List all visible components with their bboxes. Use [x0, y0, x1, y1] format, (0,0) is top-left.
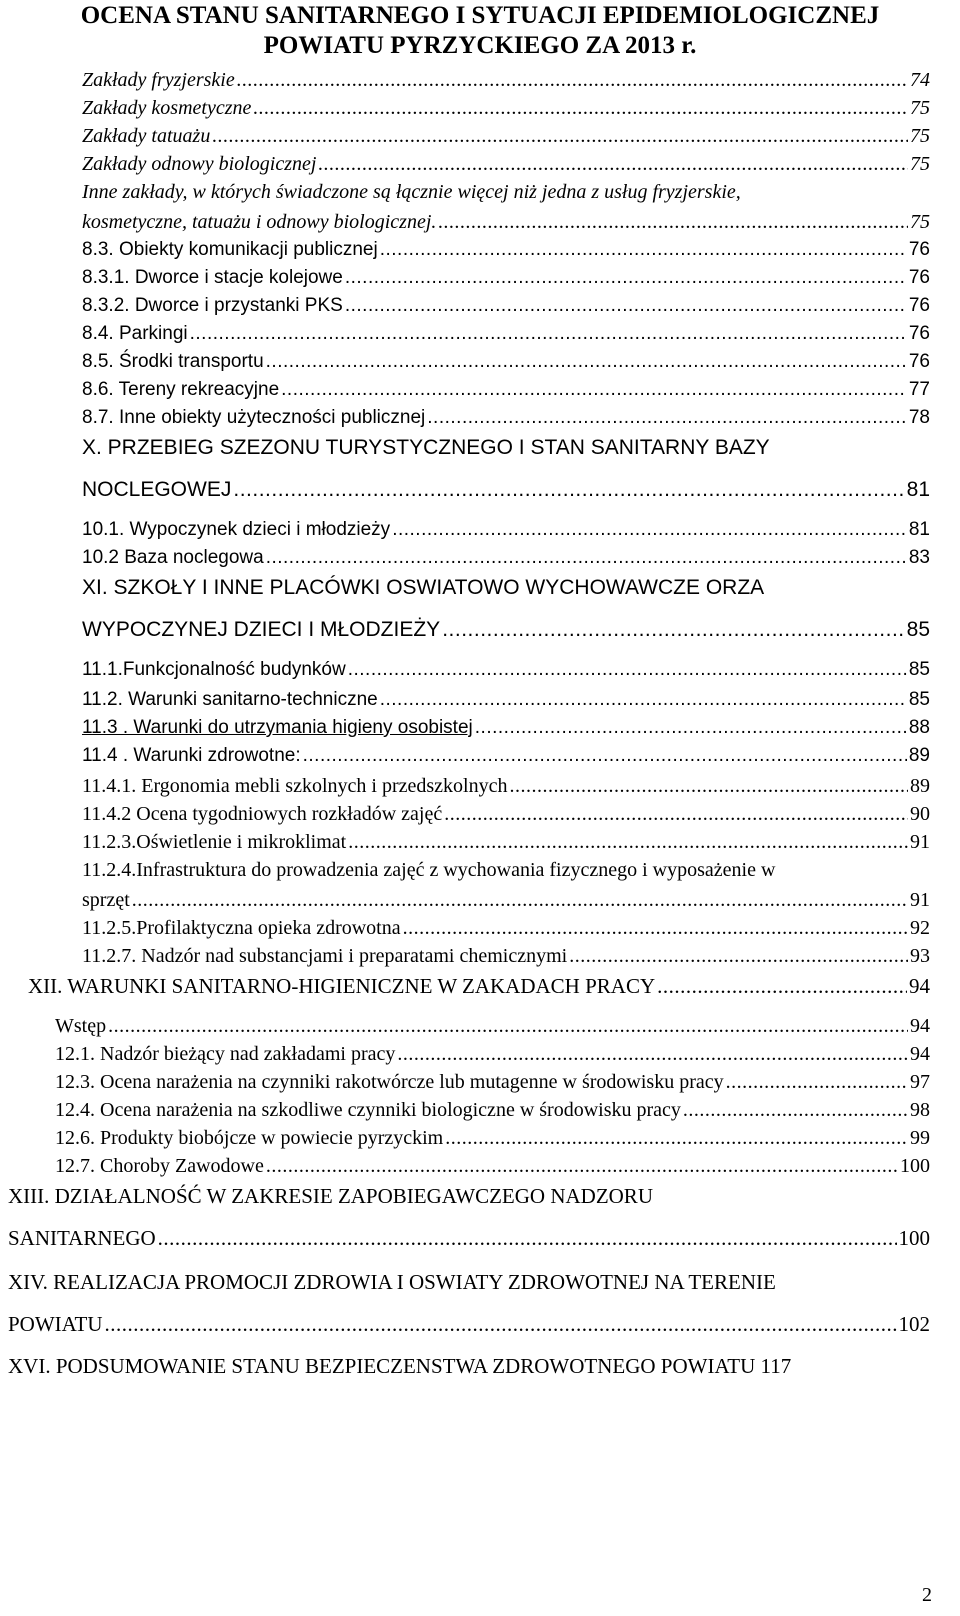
- dot-leader: [444, 802, 908, 826]
- toc-entry[interactable]: [82, 478, 930, 502]
- toc-entry-text: Zakłady tatuażu: [82, 125, 211, 147]
- toc-entry-text: 8.4. Parkingi: [82, 323, 188, 344]
- toc-entry[interactable]: [8, 1312, 930, 1336]
- toc-entry-page: 100: [900, 1155, 930, 1177]
- toc-entry[interactable]: [55, 1042, 930, 1066]
- toc-section-heading[interactable]: XIV. REALIZACJA PROMOCJI ZDROWIA I OSWIATY ZDROWOTNEJ NA TERENIE: [8, 1270, 776, 1294]
- toc-entry-page: 89: [910, 775, 930, 797]
- toc-entry-text: 8.3.1. Dworce i stacje kolejowe: [82, 267, 343, 288]
- dot-leader: [266, 546, 907, 570]
- dot-leader: [569, 944, 908, 968]
- toc-entry-page: 100: [898, 1226, 930, 1250]
- toc-entry[interactable]: [82, 350, 930, 374]
- toc-entry-text: 12.1. Nadzór bieżący nad zakładami pracy: [55, 1043, 396, 1065]
- toc-entry-text: 8.5. Środki transportu: [82, 351, 264, 372]
- toc-entry-page: 94: [910, 1015, 930, 1037]
- dot-leader: [427, 406, 907, 430]
- toc-entry-text: Wstęp: [55, 1015, 107, 1037]
- toc-entry[interactable]: [82, 944, 930, 968]
- toc-entry-page: 91: [910, 831, 930, 853]
- toc-entry-page: 94: [909, 974, 930, 998]
- toc-entry-page: 83: [908, 547, 930, 568]
- document-title-line2: POWIATU PYRZYCKIEGO ZA 2013 r.: [263, 32, 697, 59]
- dot-leader: [403, 916, 908, 940]
- toc-entry-text: 11.2.7. Nadzór nad substancjami i preparatami chemicznymi: [82, 945, 568, 967]
- toc-entry-text: NOCLEGOWEJ: [82, 478, 232, 501]
- toc-entry[interactable]: [82, 774, 930, 798]
- toc-entry-page: 75: [910, 97, 930, 119]
- dot-leader: [190, 322, 907, 346]
- toc-entry[interactable]: [55, 1014, 930, 1038]
- toc-entry-text[interactable]: 11.2.4.Infrastruktura do prowadzenia zajęć z wychowania fizycznego i wyposażenie w: [82, 859, 776, 881]
- toc-entry-page: 76: [908, 351, 930, 372]
- toc-entry-page: 81: [908, 519, 930, 540]
- dot-leader: [237, 68, 908, 92]
- toc-entry[interactable]: [55, 1126, 930, 1150]
- dot-leader: [438, 210, 908, 234]
- toc-entry-page: 76: [908, 239, 930, 260]
- toc-entry-page: 78: [908, 407, 930, 428]
- toc-entry-text: Zakłady odnowy biologicznej: [82, 153, 317, 175]
- toc-entry-page: 97: [910, 1071, 930, 1093]
- toc-entry-text: 11.4 . Warunki zdrowotne:: [82, 745, 301, 766]
- dot-leader: [445, 1126, 908, 1150]
- toc-entry-text: 12.6. Produkty biobójcze w powiecie pyrzyckim: [55, 1127, 444, 1149]
- toc-entry-text: 11.2.3.Oświetlenie i mikroklimat: [82, 831, 347, 853]
- toc-entry[interactable]: [82, 744, 930, 768]
- toc-entry[interactable]: [82, 716, 930, 740]
- toc-entry-page: 99: [910, 1127, 930, 1149]
- toc-entry-text: SANITARNEGO: [8, 1226, 156, 1250]
- toc-entry-text: 8.3.2. Dworce i przystanki PKS: [82, 295, 343, 316]
- toc-entry[interactable]: [82, 658, 930, 682]
- toc-entry[interactable]: [82, 210, 930, 234]
- toc-entry-page: 91: [910, 889, 930, 911]
- toc-entry-text: 11.4.2 Ocena tygodniowych rozkładów zajęć: [82, 803, 443, 825]
- toc-entry[interactable]: [82, 916, 930, 940]
- dot-leader: [345, 266, 907, 290]
- dot-leader: [380, 238, 907, 262]
- toc-entry[interactable]: [82, 294, 930, 318]
- dot-leader: [380, 688, 907, 712]
- dot-leader: [281, 378, 907, 402]
- toc-entry-page: 81: [906, 478, 930, 501]
- dot-leader: [397, 1042, 908, 1066]
- toc-entry-text: 10.2 Baza noclegowa: [82, 547, 264, 568]
- dot-leader: [212, 124, 908, 148]
- toc-entry-text: Zakłady kosmetyczne: [82, 97, 252, 119]
- toc-entry-text: 11.3 . Warunki do utrzymania higieny osobistej: [82, 717, 473, 738]
- toc-entry-text[interactable]: Inne zakłady, w których świadczone są łącznie więcej niż jedna z usług fryzjerskie,: [82, 181, 741, 203]
- toc-entry-page: 94: [910, 1043, 930, 1065]
- toc-entry[interactable]: [8, 1354, 791, 1378]
- toc-entry-page: 85: [906, 618, 930, 641]
- toc-entry[interactable]: [28, 974, 930, 998]
- dot-leader: [132, 888, 908, 912]
- toc-entry-text: 10.1. Wypoczynek dzieci i młodzieży: [82, 519, 391, 540]
- toc-entry-page: 77: [908, 379, 930, 400]
- toc-section-heading[interactable]: X. PRZEBIEG SZEZONU TURYSTYCZNEGO I STAN SANITARNY BAZY: [82, 436, 770, 459]
- dot-leader: [158, 1226, 897, 1250]
- dot-leader: [348, 830, 908, 854]
- document-title-line1: OCENA STANU SANITARNEGO I SYTUACJI EPIDEMIOLOGICZNEJ: [80, 2, 880, 29]
- toc-entry-text: XVI. PODSUMOWANIE STANU BEZPIECZENSTWA ZDROWOTNEGO POWIATU: [8, 1354, 756, 1378]
- dot-leader: [392, 518, 907, 542]
- toc-entry[interactable]: [82, 888, 930, 912]
- toc-entry-page: 76: [908, 323, 930, 344]
- toc-entry[interactable]: [82, 802, 930, 826]
- toc-entry[interactable]: [82, 378, 930, 402]
- toc-entry-text: 12.7. Choroby Zawodowe: [55, 1155, 264, 1177]
- toc-entry-page: 75: [910, 211, 930, 233]
- dot-leader: [253, 96, 908, 120]
- toc-entry[interactable]: [82, 68, 930, 92]
- toc-entry-page: 117: [760, 1354, 792, 1378]
- toc-entry[interactable]: [82, 406, 930, 430]
- dot-leader: [108, 1014, 908, 1038]
- dot-leader: [475, 716, 907, 740]
- dot-leader: [509, 774, 908, 798]
- toc-entry-text: sprzęt: [82, 889, 130, 911]
- toc-entry[interactable]: [55, 1098, 930, 1122]
- toc-entry[interactable]: [82, 238, 930, 262]
- toc-entry[interactable]: [82, 266, 930, 290]
- toc-entry-page: 93: [910, 945, 930, 967]
- toc-entry-text: 11.1.Funkcjonalność budynków: [82, 659, 346, 680]
- toc-entry[interactable]: [82, 152, 930, 176]
- toc-entry[interactable]: [82, 518, 930, 542]
- toc-entry[interactable]: [82, 830, 930, 854]
- dot-leader: [233, 478, 904, 502]
- toc-entry[interactable]: [82, 688, 930, 712]
- toc-entry-page: 88: [908, 717, 930, 738]
- toc-entry-page: 76: [908, 295, 930, 316]
- toc-entry-page: 75: [910, 125, 930, 147]
- dot-leader: [105, 1312, 897, 1336]
- toc-entry-text: 8.7. Inne obiekty użyteczności publicznej: [82, 407, 426, 428]
- toc-entry-page: 85: [908, 689, 930, 710]
- toc-entry-text: kosmetyczne, tatuażu i odnowy biologicznej.: [82, 211, 437, 233]
- toc-entry[interactable]: [8, 1226, 930, 1250]
- toc-entry-text: 8.6. Tereny rekreacyjne: [82, 379, 280, 400]
- toc-section-heading[interactable]: XI. SZKOŁY I INNE PLACÓWKI OSWIATOWO WYCHOWAWCZE ORZA: [82, 576, 765, 599]
- dot-leader: [657, 974, 907, 998]
- dot-leader: [266, 350, 907, 374]
- dot-leader: [726, 1070, 908, 1094]
- toc-section-heading[interactable]: XIII. DZIAŁALNOŚĆ W ZAKRESIE ZAPOBIEGAWCZEGO NADZORU: [8, 1184, 653, 1208]
- dot-leader: [266, 1154, 898, 1178]
- toc-entry-text: Zakłady fryzjerskie: [82, 69, 235, 91]
- toc-entry-page: 75: [910, 153, 930, 175]
- toc-entry[interactable]: [55, 1070, 930, 1094]
- toc-entry[interactable]: [82, 322, 930, 346]
- toc-entry[interactable]: [82, 546, 930, 570]
- dot-leader: [348, 658, 907, 682]
- toc-entry-page: 85: [908, 659, 930, 680]
- toc-entry-text: 8.3. Obiekty komunikacji publicznej: [82, 239, 378, 260]
- toc-entry-page: 74: [910, 69, 930, 91]
- toc-entry[interactable]: [82, 124, 930, 148]
- dot-leader: [683, 1098, 908, 1122]
- toc-entry-page: 98: [910, 1099, 930, 1121]
- toc-entry-text: 12.4. Ocena narażenia na szkodliwe czynniki biologiczne w środowisku pracy: [55, 1099, 681, 1121]
- toc-entry-text: WYPOCZYNEJ DZIECI I MŁODZIEŻY: [82, 618, 441, 641]
- toc-entry-page: 89: [908, 745, 930, 766]
- toc-entry-text: POWIATU: [8, 1312, 103, 1336]
- toc-entry[interactable]: [82, 618, 930, 642]
- toc-entry-page: 90: [910, 803, 930, 825]
- toc-entry-text: XII. WARUNKI SANITARNO-HIGIENICZNE W ZAKADACH PRACY: [28, 974, 656, 998]
- dot-leader: [318, 152, 908, 176]
- toc-entry-text: 12.3. Ocena narażenia na czynniki rakotwórcze lub mutagenne w środowisku pracy: [55, 1071, 724, 1093]
- toc-entry-page: 76: [908, 267, 930, 288]
- toc-entry-text: 11.4.1. Ergonomia mebli szkolnych i przedszkolnych: [82, 775, 508, 797]
- toc-entry-text: 11.2. Warunki sanitarno-techniczne: [82, 689, 378, 710]
- dot-leader: [303, 744, 907, 768]
- toc-entry-text: 11.2.5.Profilaktyczna opieka zdrowotna: [82, 917, 401, 939]
- dot-leader: [442, 618, 904, 642]
- toc-entry-page: 92: [910, 917, 930, 939]
- toc-entry-page: 102: [898, 1312, 930, 1336]
- page-number: 2: [922, 1584, 932, 1606]
- dot-leader: [345, 294, 907, 318]
- toc-entry[interactable]: [55, 1154, 930, 1178]
- toc-entry[interactable]: [82, 96, 930, 120]
